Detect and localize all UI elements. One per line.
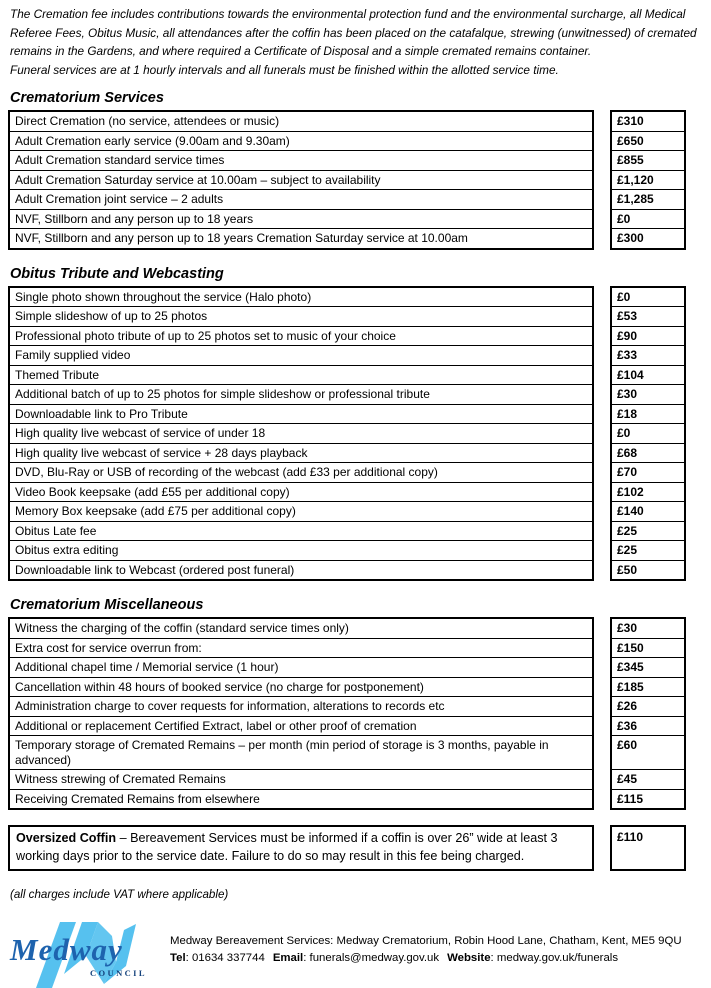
service-row-label: Video Book keepsake (add £55 per additional copy)	[8, 483, 594, 503]
service-row-price: £345	[610, 658, 686, 678]
fee-section	[8, 90, 702, 250]
service-row-price: £1,120	[610, 171, 686, 191]
intro-paragraph	[10, 5, 708, 79]
service-row-label: Witness strewing of Cremated Remains	[8, 770, 594, 790]
website-label: Website	[447, 951, 491, 964]
service-row-price: £650	[610, 132, 686, 152]
service-row-price: £50	[610, 561, 686, 582]
service-row-label: Downloadable link to Pro Tribute	[8, 405, 594, 425]
service-row-label: Themed Tribute	[8, 366, 594, 386]
oversized-coffin-body: – Bereavement Services must be informed if a coffin is over 26” wide at least 3 working days prior to the service date. Failure to do so may result in this fee being charged.	[16, 831, 558, 863]
service-row-price: £150	[610, 639, 686, 659]
service-row-label: Downloadable link to Webcast (ordered post funeral)	[8, 561, 594, 582]
service-row-price: £60	[610, 736, 686, 770]
service-row-label: Family supplied video	[8, 346, 594, 366]
fee-sections	[8, 90, 702, 810]
service-row-price: £18	[610, 405, 686, 425]
service-row-label: Administration charge to cover requests for information, alterations to records etc	[8, 697, 594, 717]
service-row-label: Additional chapel time / Memorial service (1 hour)	[8, 658, 594, 678]
service-row-price: £25	[610, 541, 686, 561]
service-row-price: £300	[610, 229, 686, 250]
service-row-price: £104	[610, 366, 686, 386]
service-row-label: Memory Box keepsake (add £75 per additional copy)	[8, 502, 594, 522]
oversized-coffin-price: £110	[610, 825, 686, 871]
page-footer	[8, 922, 702, 988]
service-row-label: Adult Cremation early service (9.00am and 9.30am)	[8, 132, 594, 152]
service-row-price: £68	[610, 444, 686, 464]
service-row-price: £102	[610, 483, 686, 503]
logo-wordmark: Medway	[10, 932, 123, 967]
service-row-price: £0	[610, 286, 686, 308]
service-row-price: £855	[610, 151, 686, 171]
service-row-label: Additional or replacement Certified Extract, label or other proof of cremation	[8, 717, 594, 737]
service-row-label: Adult Cremation standard service times	[8, 151, 594, 171]
logo-council-text: COUNCIL	[90, 968, 147, 978]
service-row-label: Direct Cremation (no service, attendees or music)	[8, 110, 594, 132]
oversized-coffin-title: Oversized Coffin	[16, 831, 117, 845]
service-row-label: Witness the charging of the coffin (standard service times only)	[8, 617, 594, 639]
service-row-label: Single photo shown throughout the service (Halo photo)	[8, 286, 594, 308]
website-value: : medway.gov.uk/funerals	[490, 951, 619, 964]
service-row-label: High quality live webcast of service + 28 days playback	[8, 444, 594, 464]
service-row-price: £30	[610, 385, 686, 405]
service-row-price: £185	[610, 678, 686, 698]
fee-section	[8, 597, 702, 810]
section-title: Crematorium Miscellaneous	[10, 597, 204, 613]
service-row-price: £1,285	[610, 190, 686, 210]
service-row-price: £70	[610, 463, 686, 483]
intro-text-1: The Cremation fee includes contributions towards the environmental protection fund and the environmental surcharge, all Medical Referee Fees, Obitus Music, all attendances after the coffin has been placed on the catafalque, strewing (unwitnessed) of cremated remains in the Gardens, and where required a Certificate of Disposal and a simple cremated remains container.	[10, 7, 697, 58]
service-row-label: NVF, Stillborn and any person up to 18 years Cremation Saturday service at 10.00am	[8, 229, 594, 250]
service-row-price: £45	[610, 770, 686, 790]
section-title: Obitus Tribute and Webcasting	[10, 265, 224, 282]
service-row-price: £115	[610, 790, 686, 811]
medway-council-logo	[8, 922, 160, 988]
service-row-price: £53	[610, 307, 686, 327]
service-row-label: NVF, Stillborn and any person up to 18 years	[8, 210, 594, 230]
fee-table	[8, 110, 702, 250]
footer-address: Medway Bereavement Services: Medway Crematorium, Robin Hood Lane, Chatham, Kent, ME5 9QU	[170, 935, 682, 947]
service-row-price: £0	[610, 424, 686, 444]
service-row-price: £25	[610, 522, 686, 542]
oversized-coffin-text	[8, 825, 594, 871]
service-row-label: Obitus Late fee	[8, 522, 594, 542]
tel-value: : 01634 337744	[185, 951, 265, 964]
service-row-label: Extra cost for service overrun from:	[8, 639, 594, 659]
service-row-price: £0	[610, 210, 686, 230]
fee-section	[8, 266, 702, 582]
intro-text-2: Funeral services are at 1 hourly intervals and all funerals must be finished within the allotted service time.	[10, 62, 559, 77]
email-value: : funerals@medway.gov.uk	[303, 951, 440, 964]
service-row-price: £140	[610, 502, 686, 522]
section-title: Crematorium Services	[10, 90, 164, 106]
service-row-label: Professional photo tribute of up to 25 photos set to music of your choice	[8, 327, 594, 347]
service-row-label: Adult Cremation joint service – 2 adults	[8, 190, 594, 210]
service-row-price: £26	[610, 697, 686, 717]
service-row-price: £33	[610, 346, 686, 366]
fee-table	[8, 617, 702, 810]
service-row-price: £310	[610, 110, 686, 132]
tel-label: Tel	[170, 951, 186, 964]
fee-table	[8, 286, 702, 582]
service-row-price: £90	[610, 327, 686, 347]
oversized-coffin-row	[8, 825, 702, 871]
footer-contact-block	[170, 922, 682, 966]
service-row-label: Obitus extra editing	[8, 541, 594, 561]
service-row-label: Temporary storage of Cremated Remains – per month (min period of storage is 3 months, payable in advanced)	[8, 736, 594, 770]
service-row-label: Simple slideshow of up to 25 photos	[8, 307, 594, 327]
service-row-price: £30	[610, 617, 686, 639]
service-row-label: DVD, Blu-Ray or USB of recording of the webcast (add £33 per additional copy)	[8, 463, 594, 483]
service-row-label: High quality live webcast of service of under 18	[8, 424, 594, 444]
service-row-price: £36	[610, 717, 686, 737]
service-row-label: Adult Cremation Saturday service at 10.00am – subject to availability	[8, 171, 594, 191]
email-label: Email	[272, 951, 304, 964]
service-row-label: Receiving Cremated Remains from elsewhere	[8, 790, 594, 811]
service-row-label: Cancellation within 48 hours of booked service (no charge for postponement)	[8, 678, 594, 698]
service-row-label: Additional batch of up to 25 photos for simple slideshow or professional tribute	[8, 385, 594, 405]
vat-note: (all charges include VAT where applicable)	[10, 888, 229, 901]
